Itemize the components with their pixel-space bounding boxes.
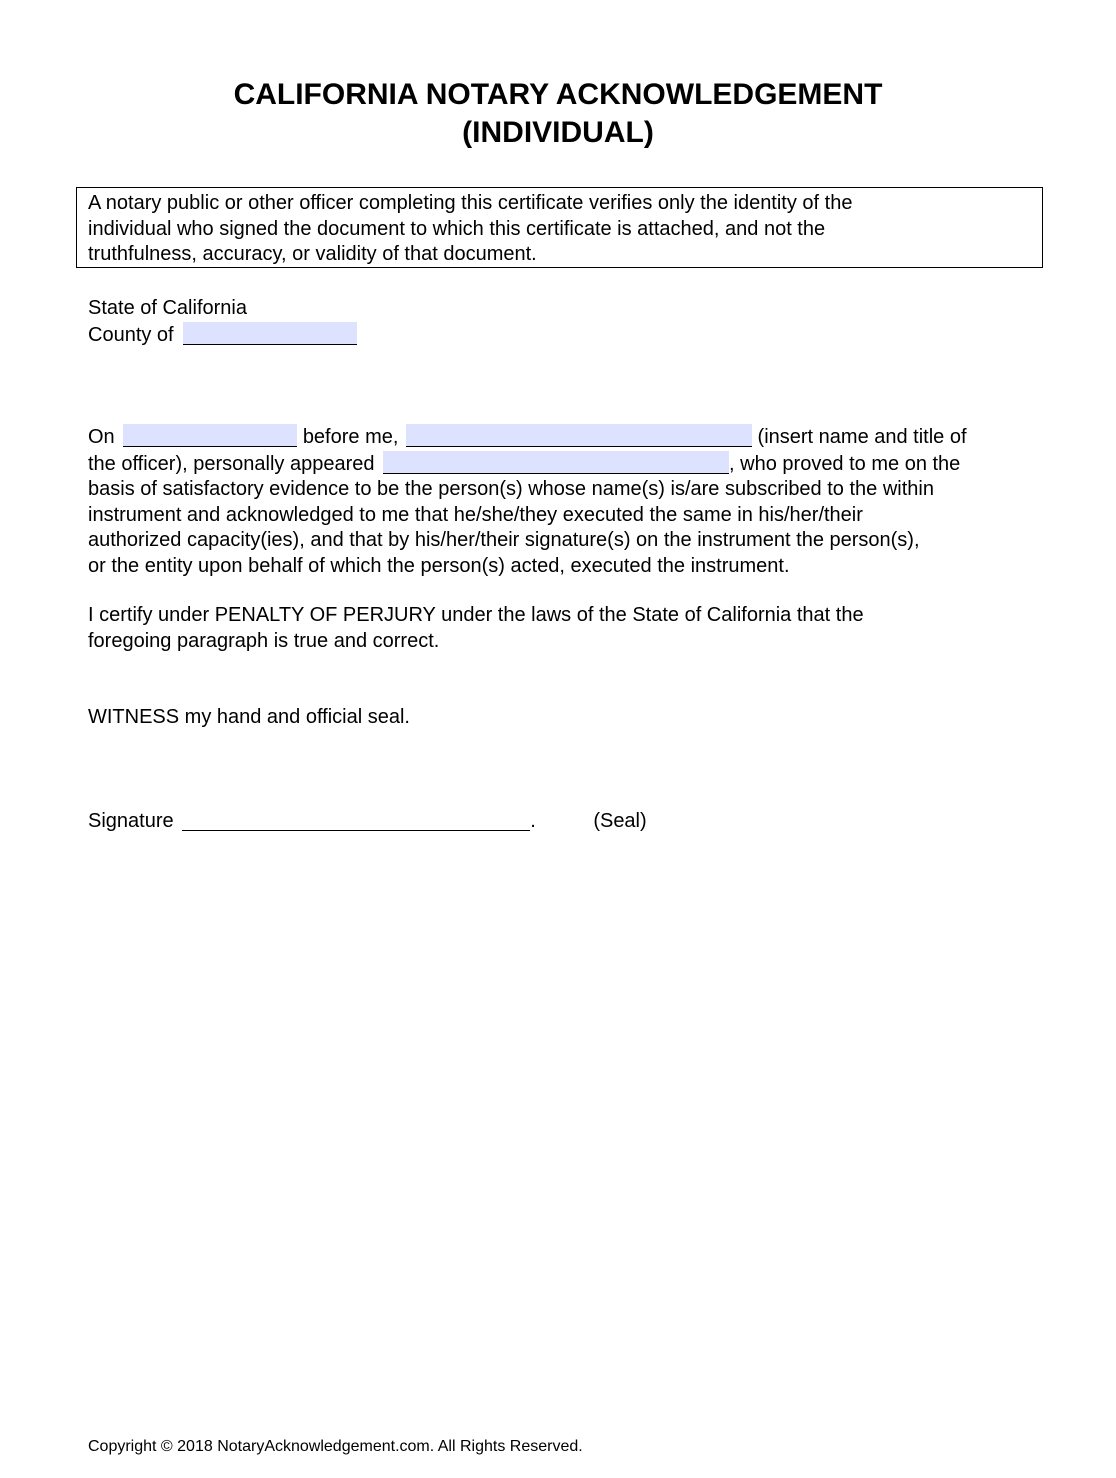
witness-statement: WITNESS my hand and official seal. <box>88 706 410 728</box>
copyright-footer: Copyright © 2018 NotaryAcknowledgement.com. All Rights Reserved. <box>88 1438 583 1455</box>
certification-paragraph <box>88 603 864 654</box>
ack-line-1 <box>88 424 967 451</box>
signature-label: Signature <box>88 810 174 832</box>
venue-block <box>88 296 357 348</box>
document-title <box>0 76 1116 152</box>
before-me-label: before me, <box>302 426 399 448</box>
county-row <box>88 322 357 349</box>
county-label: County of <box>88 323 174 346</box>
notice-line-3: truthfulness, accuracy, or validity of that document. <box>88 243 537 265</box>
signature-period: . <box>530 810 536 832</box>
seal-label: (Seal) <box>593 810 647 832</box>
ack-line-5: authorized capacity(ies), and that by his/her/their signature(s) on the instrument the person(s), <box>88 529 920 551</box>
notice-box <box>76 187 1043 268</box>
notice-line-2: individual who signed the document to which this certificate is attached, and not the <box>88 217 826 240</box>
appeared-suffix: , who proved to me on the <box>729 452 961 475</box>
date-field[interactable] <box>123 424 297 447</box>
ack-line-6: or the entity upon behalf of which the person(s) acted, executed the instrument. <box>88 554 790 577</box>
ack-line-4: instrument and acknowledged to me that he/she/they executed the same in his/her/their <box>88 503 863 526</box>
ack-line-2 <box>88 451 967 478</box>
county-field[interactable] <box>183 322 357 345</box>
on-label: On <box>88 426 115 448</box>
state-label: State of California <box>88 297 247 319</box>
notice-line-1: A notary public or other officer completing this certificate verifies only the identity of the <box>88 192 853 214</box>
signature-line[interactable] <box>182 808 530 831</box>
officer-name-field[interactable] <box>406 424 752 447</box>
acknowledgment-paragraph <box>88 424 967 579</box>
ack-line-3: basis of satisfactory evidence to be the person(s) whose name(s) is/are subscribed to the within <box>88 478 934 500</box>
cert-line-1: I certify under PENALTY OF PERJURY under the laws of the State of California that the <box>88 604 864 626</box>
appeared-person-field[interactable] <box>383 451 729 474</box>
cert-line-2: foregoing paragraph is true and correct. <box>88 629 440 652</box>
insert-note: (insert name and title of <box>757 426 967 448</box>
title-line-2: (INDIVIDUAL) <box>462 116 654 149</box>
appeared-label: the officer), personally appeared <box>88 452 375 475</box>
title-line-1: CALIFORNIA NOTARY ACKNOWLEDGEMENT <box>233 78 883 111</box>
signature-row <box>88 808 647 835</box>
